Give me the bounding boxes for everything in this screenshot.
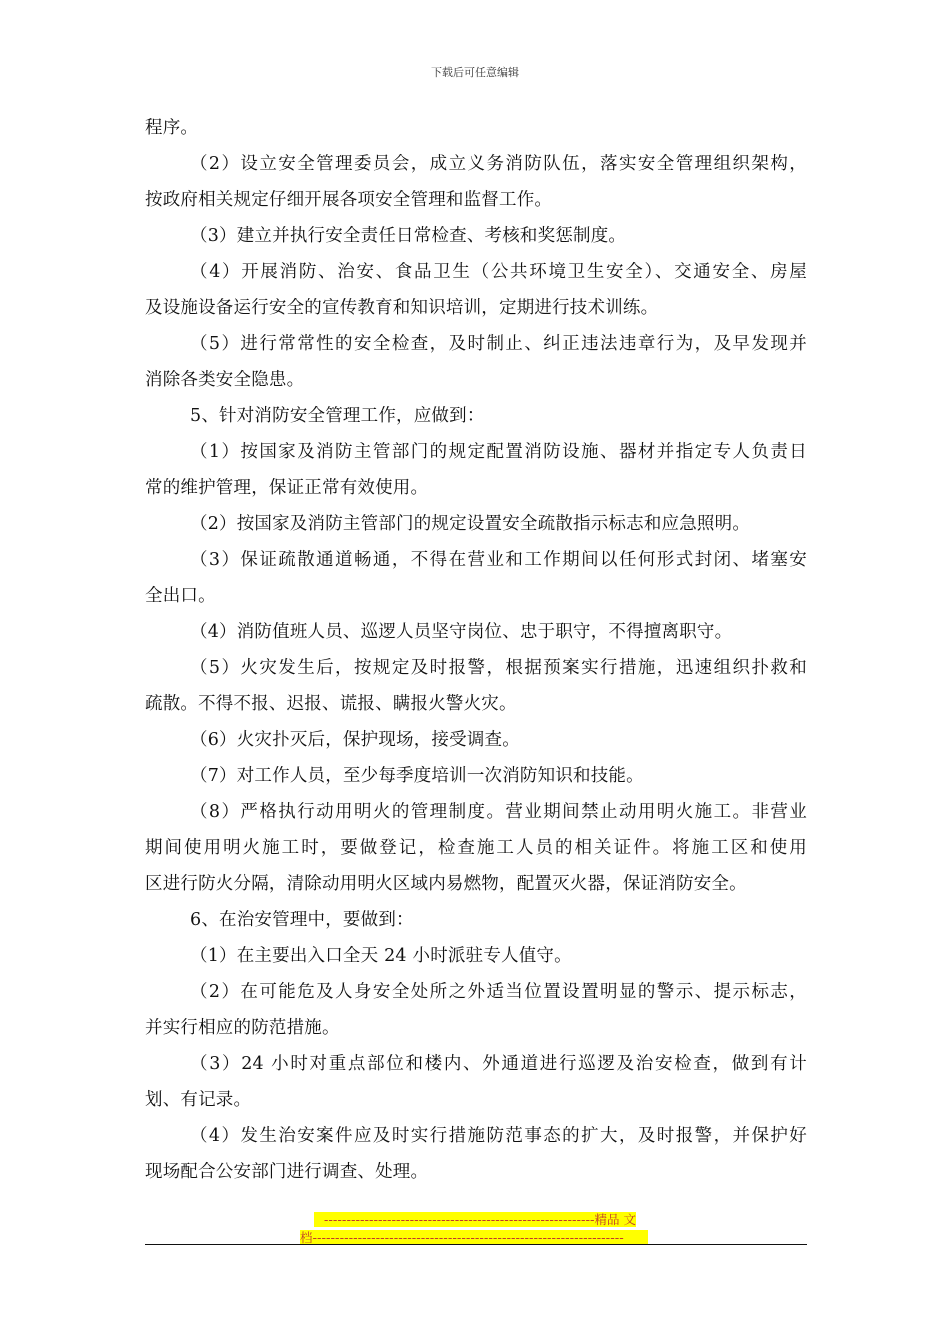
paragraph-line: 区进行防火分隔，清除动用明火区域内易燃物，配置灭火器，保证消防安全。 bbox=[145, 874, 747, 894]
footer-line-2: 档--------------------------------------------------------------------- bbox=[300, 1230, 648, 1245]
footer-rule bbox=[145, 1244, 807, 1245]
paragraph-line: （4）开展消防、治安、食品卫生（公共环境卫生安全）、交通安全、房屋 bbox=[190, 262, 807, 282]
paragraph-line: 及设施设备运行安全的宣传教育和知识培训，定期进行技术训练。 bbox=[145, 298, 659, 318]
paragraph-line: 现场配合公安部门进行调查、处理。 bbox=[145, 1162, 429, 1182]
section-heading: 6、在治安管理中，要做到： bbox=[190, 910, 414, 930]
paragraph-line: 划、有记录。 bbox=[145, 1090, 252, 1110]
paragraph-line: （5）火灾发生后，按规定及时报警，根据预案实行措施，迅速组织扑救和 bbox=[190, 658, 807, 678]
paragraph-line: （6）火灾扑灭后，保护现场，接受调查。 bbox=[190, 730, 520, 750]
paragraph-line: （7）对工作人员，至少每季度培训一次消防知识和技能。 bbox=[190, 766, 644, 786]
paragraph-line: 常的维护管理，保证正常有效使用。 bbox=[145, 478, 429, 498]
paragraph-line: （4）消防值班人员、巡逻人员坚守岗位、忠于职守，不得擅离职守。 bbox=[190, 622, 733, 642]
paragraph-line: 疏散。不得不报、迟报、谎报、瞒报火警火灾。 bbox=[145, 694, 517, 714]
paragraph-line: （1）按国家及消防主管部门的规定配置消防设施、器材并指定专人负责日 bbox=[190, 442, 807, 462]
footer-watermark bbox=[300, 1212, 650, 1248]
paragraph-line: 期间使用明火施工时，要做登记，检查施工人员的相关证件。将施工区和使用 bbox=[145, 838, 807, 858]
paragraph-line: （1）在主要出入口全天 24 小时派驻专人值守。 bbox=[190, 946, 572, 966]
paragraph-line: 并实行相应的防范措施。 bbox=[145, 1018, 340, 1038]
paragraph-line: （2）按国家及消防主管部门的规定设置安全疏散指示标志和应急照明。 bbox=[190, 514, 751, 534]
paragraph-line: 程序。 bbox=[145, 118, 199, 138]
paragraph-line: 全出口。 bbox=[145, 586, 216, 606]
paragraph-line: （8）严格执行动用明火的管理制度。营业期间禁止动用明火施工。非营业 bbox=[190, 802, 807, 822]
paragraph-line: （3）建立并执行安全责任日常检查、考核和奖惩制度。 bbox=[190, 226, 627, 246]
section-heading: 5、针对消防安全管理工作，应做到： bbox=[190, 406, 485, 426]
footer-line-1: ------------------------------------------------------------精品 文 bbox=[314, 1212, 636, 1227]
paragraph-line: （5）进行常常性的安全检查，及时制止、纠正违法违章行为，及早发现并 bbox=[190, 334, 807, 354]
paragraph-line: （3）24 小时对重点部位和楼内、外通道进行巡逻及治安检查，做到有计 bbox=[190, 1054, 807, 1074]
paragraph-line: （2）设立安全管理委员会，成立义务消防队伍，落实安全管理组织架构， bbox=[190, 154, 807, 174]
paragraph-line: 消除各类安全隐患。 bbox=[145, 370, 305, 390]
page-header: 下载后可任意编辑 bbox=[431, 66, 519, 79]
paragraph-line: （3）保证疏散通道畅通，不得在营业和工作期间以任何形式封闭、堵塞安 bbox=[190, 550, 807, 570]
paragraph-line: （2）在可能危及人身安全处所之外适当位置设置明显的警示、提示标志， bbox=[190, 982, 807, 1002]
document-body bbox=[145, 110, 807, 1190]
paragraph-line: 按政府相关规定仔细开展各项安全管理和监督工作。 bbox=[145, 190, 553, 210]
paragraph-line: （4）发生治安案件应及时实行措施防范事态的扩大，及时报警，并保护好 bbox=[190, 1126, 807, 1146]
